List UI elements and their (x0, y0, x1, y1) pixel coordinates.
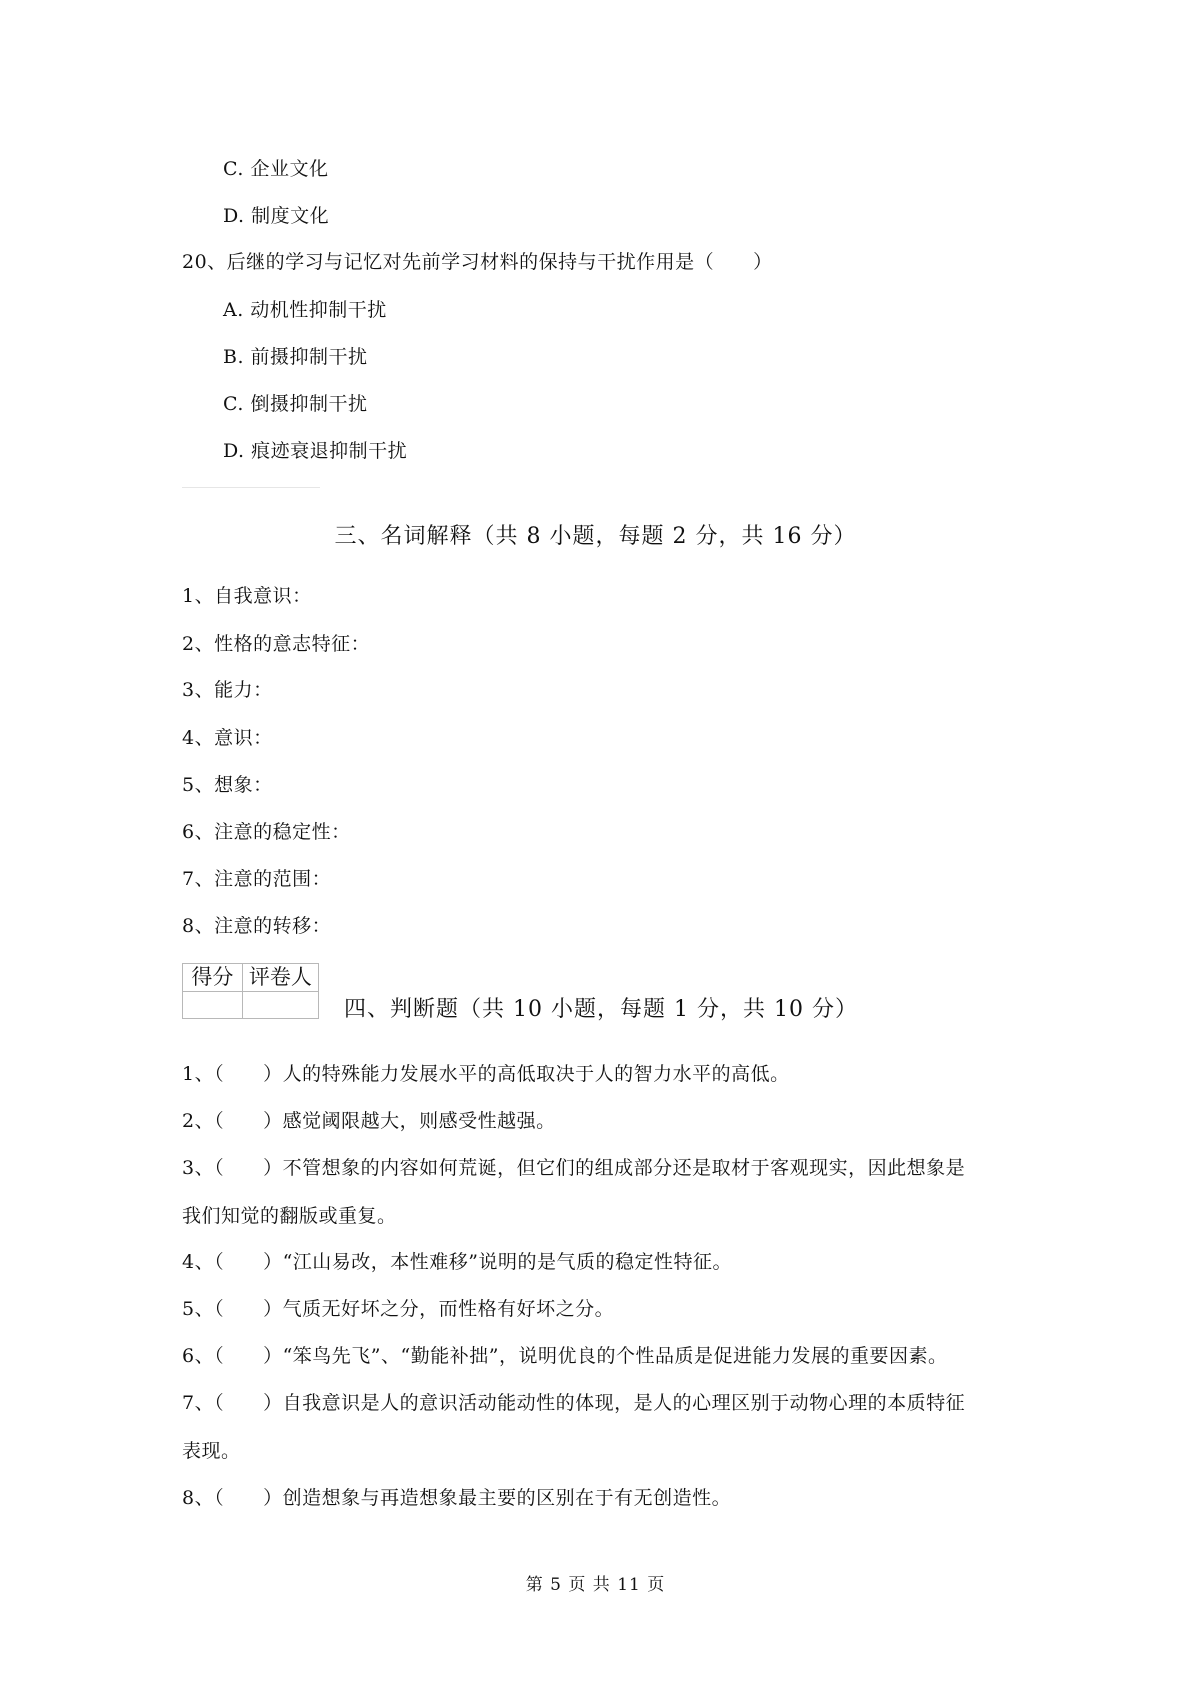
section3-item-4: 4、意识： (182, 727, 273, 749)
section3-item-2: 2、性格的意志特征： (182, 633, 371, 655)
section3-item-8: 8、注意的转移： (182, 915, 332, 937)
grader-label: 评卷人 (242, 964, 318, 992)
score-box (182, 963, 319, 1019)
section3-item-6: 6、注意的稳定性： (182, 821, 351, 843)
section4-item-7: 7、（ ）自我意识是人的意识活动能动性的体现，是人的心理区别于动物心理的本质特征 (182, 1392, 966, 1414)
grader-cell (242, 992, 318, 1019)
section3-item-5: 5、想象： (182, 774, 273, 796)
q19-option-d: D. 制度文化 (223, 205, 330, 227)
section4-item-5: 5、（ ）气质无好坏之分，而性格有好坏之分。 (182, 1298, 615, 1320)
q19-option-c: C. 企业文化 (223, 158, 329, 180)
q20-option-a: A. 动机性抑制干扰 (223, 299, 387, 321)
section4-item-3-cont: 我们知觉的翻版或重复。 (182, 1205, 397, 1227)
q20-stem: 20、后继的学习与记忆对先前学习材料的保持与干扰作用是（ ） (182, 251, 773, 273)
section3-item-3: 3、能力： (182, 679, 273, 701)
section4-item-6: 6、（ ）“笨鸟先飞”、“勤能补拙”，说明优良的个性品质是促进能力发展的重要因素。 (182, 1345, 948, 1367)
section4-item-4: 4、（ ）“江山易改，本性难移”说明的是气质的稳定性特征。 (182, 1251, 733, 1273)
page-footer: 第 5 页 共 11 页 (525, 1575, 666, 1595)
section4-item-3: 3、（ ）不管想象的内容如何荒诞，但它们的组成部分还是取材于客观现实，因此想象是 (182, 1157, 966, 1179)
score-label: 得分 (183, 964, 243, 992)
section4-item-7-cont: 表现。 (182, 1440, 241, 1462)
score-cell (183, 992, 243, 1019)
section4-item-1: 1、（ ）人的特殊能力发展水平的高低取决于人的智力水平的高低。 (182, 1063, 790, 1085)
section3-item-1: 1、自我意识： (182, 585, 312, 607)
section4-title: 四、判断题（共 10 小题，每题 1 分，共 10 分） (344, 997, 858, 1022)
q20-option-b: B. 前摄抑制干扰 (223, 346, 368, 368)
section4-item-2: 2、（ ）感觉阈限越大，则感受性越强。 (182, 1110, 556, 1132)
q20-option-d: D. 痕迹衰退抑制干扰 (223, 440, 408, 462)
section3-item-7: 7、注意的范围： (182, 868, 332, 890)
section3-title: 三、名词解释（共 8 小题，每题 2 分，共 16 分） (334, 524, 857, 549)
q20-option-c: C. 倒摄抑制干扰 (223, 393, 368, 415)
section4-item-8: 8、（ ）创造想象与再造想象最主要的区别在于有无创造性。 (182, 1487, 732, 1509)
section-divider (182, 487, 320, 488)
